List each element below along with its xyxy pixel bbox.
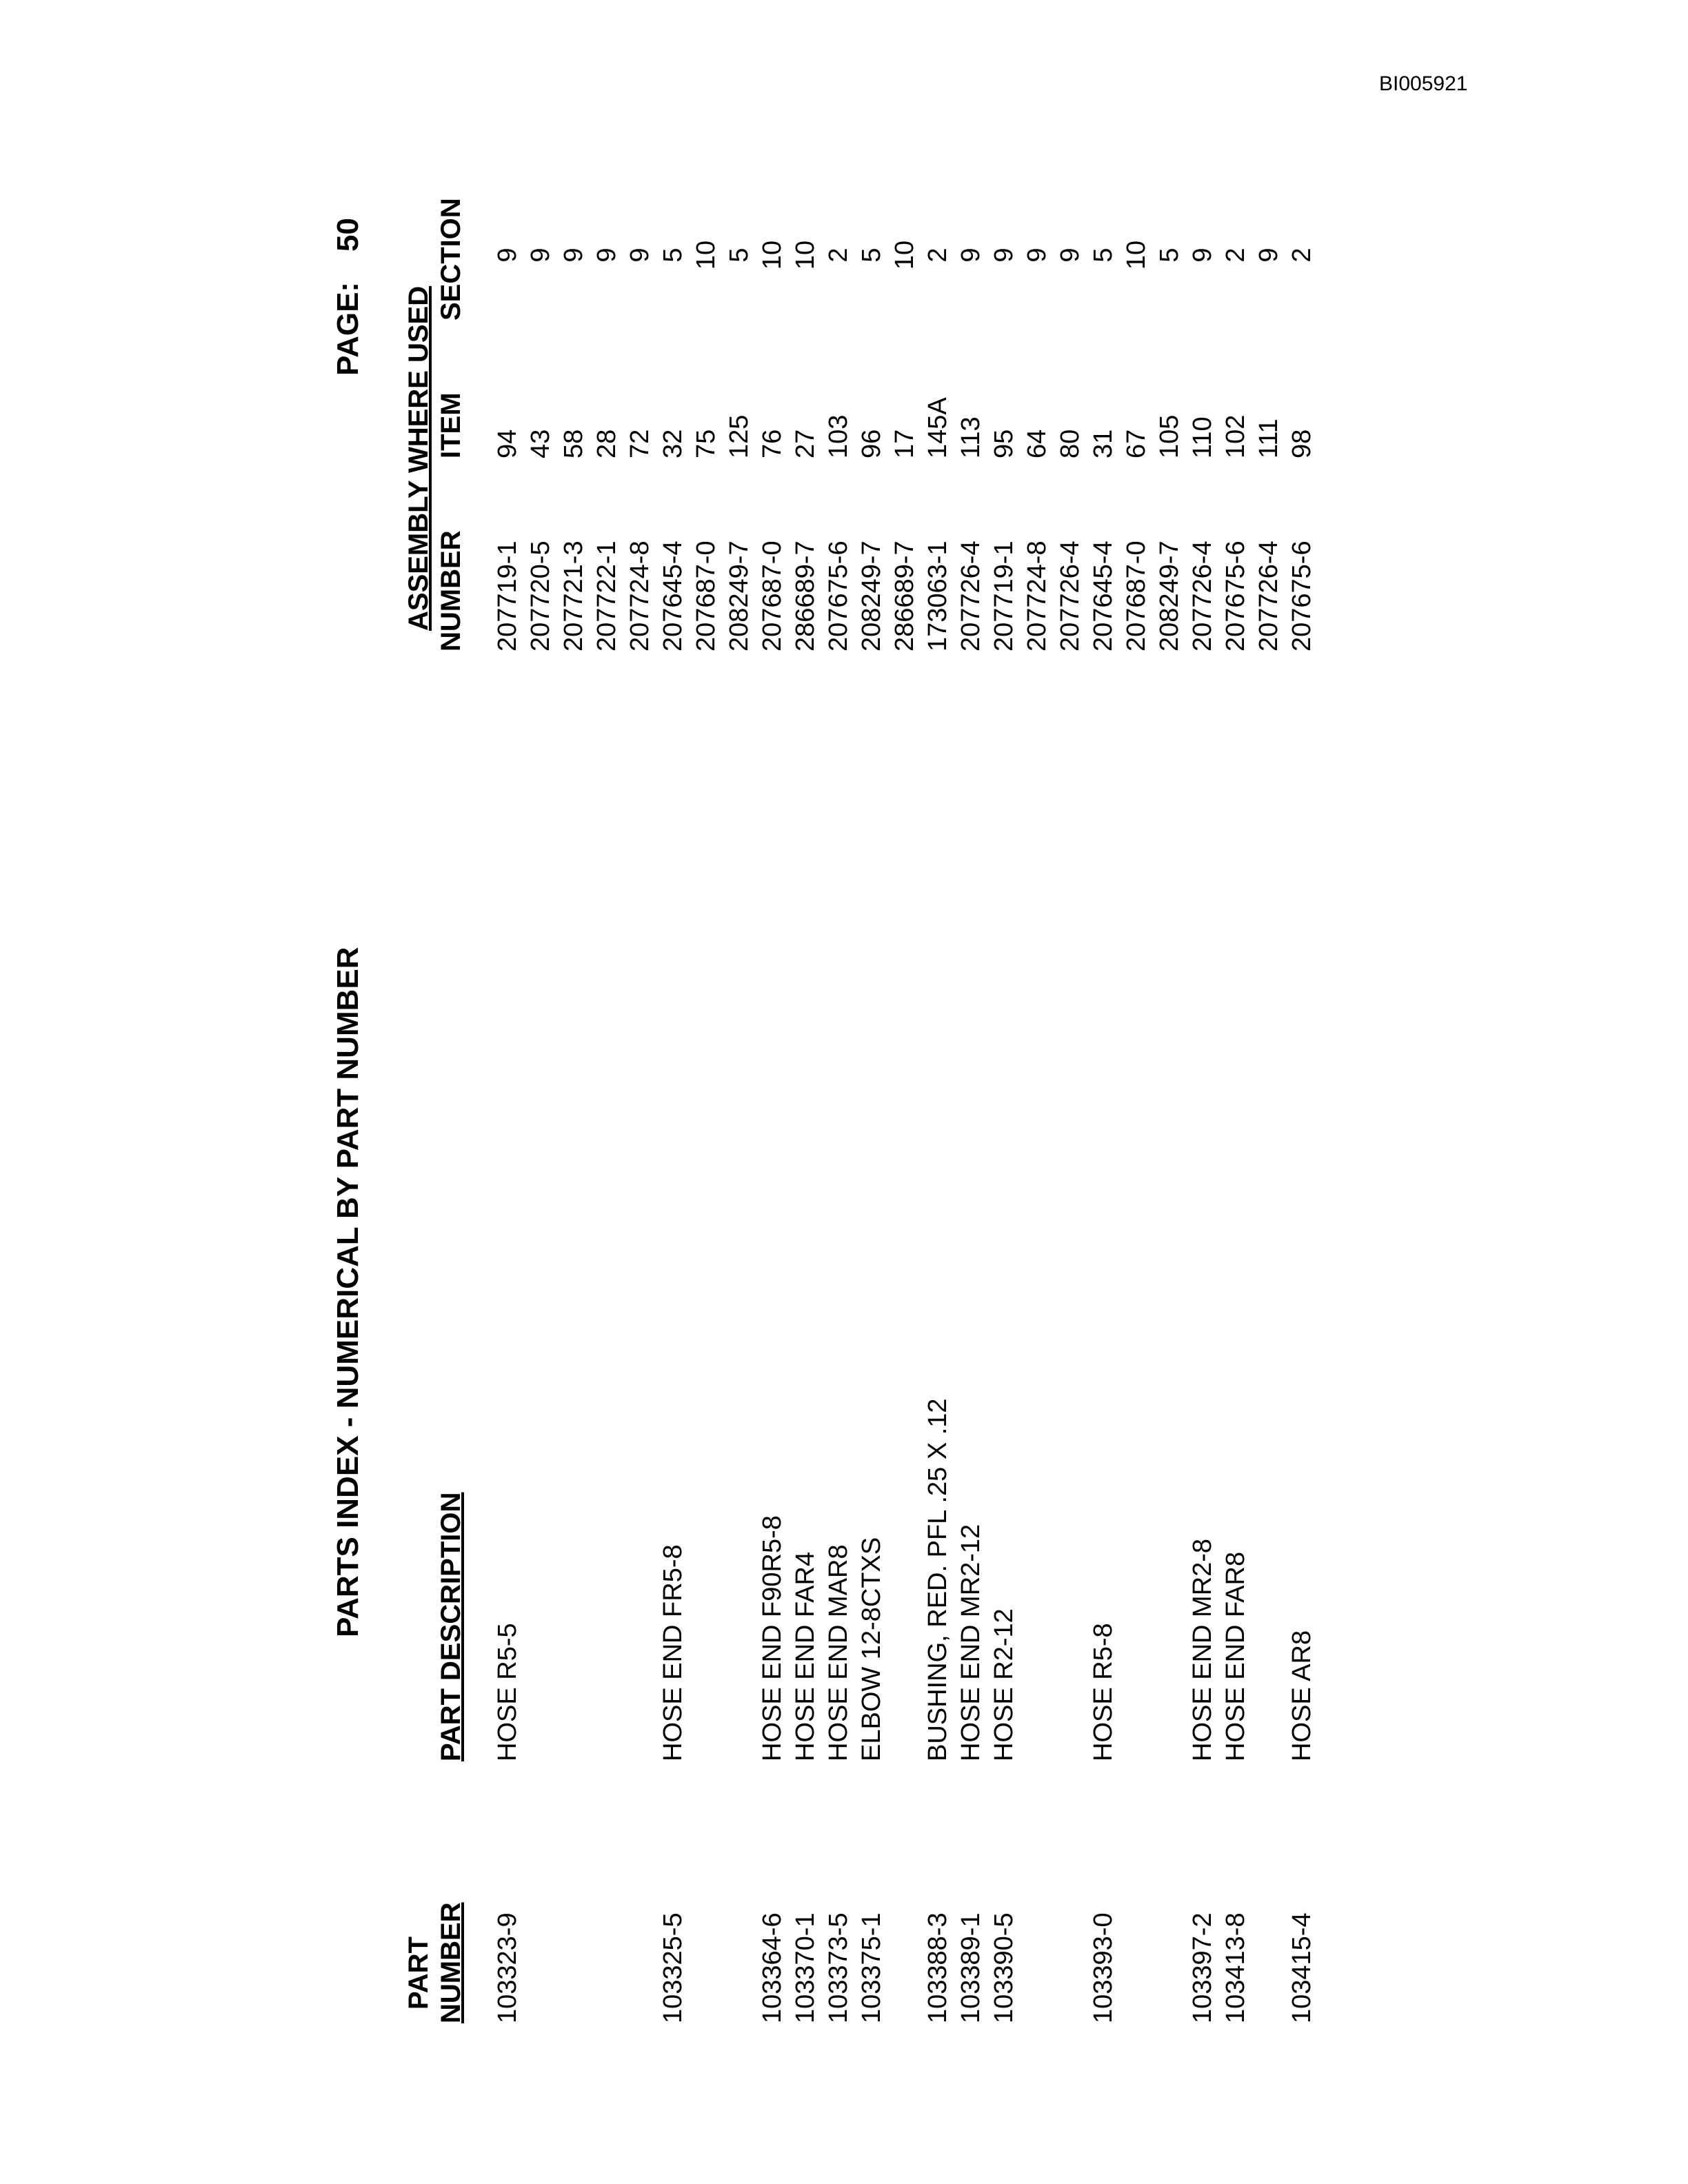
table-row [857, 93, 890, 2023]
item-cell: 98 [1287, 429, 1316, 458]
header-assembly-number: NUMBER [436, 530, 466, 651]
section-cell: 2 [1287, 247, 1316, 263]
header-section: SECTION [436, 198, 466, 321]
part-number-cell: 103388-3 [923, 1912, 952, 2023]
part-description-cell: HOSE R5-8 [1089, 1623, 1118, 1761]
table-row [692, 93, 725, 2023]
item-cell: 111 [1254, 418, 1283, 458]
table-row [824, 93, 857, 2023]
table-row [989, 93, 1023, 2023]
item-cell: 72 [625, 429, 654, 458]
part-description-cell: HOSE END FR5-8 [659, 1544, 687, 1761]
section-cell: 10 [758, 240, 787, 270]
assembly-number-cell: 286689-7 [890, 540, 919, 651]
item-cell: 125 [725, 414, 754, 458]
part-number-cell: 103415-4 [1287, 1912, 1316, 2023]
part-number-cell: 103397-2 [1188, 1912, 1217, 2023]
table-row [592, 93, 625, 2023]
part-number-cell: 103375-1 [857, 1912, 886, 2023]
item-cell: 27 [791, 429, 820, 458]
item-cell: 96 [857, 429, 886, 458]
assembly-number-cell: 207719-1 [989, 540, 1018, 651]
assembly-number-cell: 207726-4 [1056, 540, 1085, 651]
item-cell: 80 [1056, 429, 1085, 458]
part-number-cell: 103364-6 [758, 1912, 787, 2023]
table-row [1122, 93, 1155, 2023]
table-row [725, 93, 758, 2023]
table-row [1023, 93, 1056, 2023]
table-row [1089, 93, 1122, 2023]
parts-table-body [493, 93, 1320, 2023]
table-row [559, 93, 592, 2023]
section-cell: 5 [1089, 247, 1118, 263]
rotated-page [324, 93, 1483, 2023]
table-row [758, 93, 791, 2023]
section-cell: 10 [890, 240, 919, 270]
section-cell: 9 [989, 247, 1018, 263]
part-number-cell: 103323-9 [493, 1912, 522, 2023]
section-cell: 5 [659, 247, 687, 263]
assembly-number-cell: 207645-4 [1089, 540, 1118, 651]
document-id: BI005921 [1379, 72, 1468, 95]
table-row [493, 93, 526, 2023]
section-cell: 10 [1122, 240, 1151, 270]
part-description-cell: HOSE END FAR4 [791, 1551, 820, 1761]
assembly-number-cell: 208249-7 [857, 540, 886, 651]
part-description-cell: BUSHING, RED. PFL .25 X .12 [923, 1398, 952, 1761]
item-cell: 17 [890, 429, 919, 458]
table-row [1287, 93, 1320, 2023]
item-cell: 102 [1221, 414, 1250, 458]
table-row [1221, 93, 1254, 2023]
item-cell: 32 [659, 429, 687, 458]
assembly-number-cell: 208249-7 [1155, 540, 1184, 651]
section-cell: 5 [1155, 247, 1184, 263]
part-description-cell: HOSE R2-12 [989, 1608, 1018, 1761]
section-cell: 9 [1188, 247, 1217, 263]
part-description-cell: HOSE R5-5 [493, 1623, 522, 1761]
item-cell: 64 [1023, 429, 1052, 458]
table-row [659, 93, 692, 2023]
assembly-number-cell: 207726-4 [956, 540, 985, 651]
section-cell: 10 [791, 240, 820, 270]
table-row [791, 93, 824, 2023]
section-cell: 10 [692, 240, 721, 270]
page-number: 50 [331, 218, 365, 252]
assembly-number-cell: 207675-6 [824, 540, 853, 651]
section-cell: 9 [625, 247, 654, 263]
item-cell: 76 [758, 429, 787, 458]
assembly-number-cell: 207724-8 [625, 540, 654, 651]
table-row [1056, 93, 1089, 2023]
item-cell: 95 [989, 429, 1018, 458]
section-cell: 9 [1023, 247, 1052, 263]
item-cell: 75 [692, 429, 721, 458]
part-number-cell: 103370-1 [791, 1912, 820, 2023]
assembly-number-cell: 207687-0 [692, 540, 721, 651]
section-cell: 9 [493, 247, 522, 263]
assembly-number-cell: 208249-7 [725, 540, 754, 651]
part-description-cell: HOSE END MR2-8 [1188, 1538, 1217, 1761]
assembly-number-cell: 207722-1 [592, 540, 621, 651]
part-description-cell: HOSE END FAR8 [1221, 1551, 1250, 1761]
item-cell: 94 [493, 429, 522, 458]
section-cell: 9 [592, 247, 621, 263]
table-row [625, 93, 659, 2023]
assembly-number-cell: 207720-5 [526, 540, 555, 651]
part-description-cell: HOSE END F90R5-8 [758, 1515, 787, 1761]
item-cell: 67 [1122, 429, 1151, 458]
table-row [956, 93, 989, 2023]
assembly-number-cell: 207726-4 [1254, 540, 1283, 651]
assembly-number-cell: 207724-8 [1023, 540, 1052, 651]
assembly-number-cell: 173063-1 [923, 540, 952, 651]
item-cell: 43 [526, 429, 555, 458]
section-cell: 2 [923, 247, 952, 263]
part-description-cell: HOSE END MAR8 [824, 1544, 853, 1761]
table-row [526, 93, 559, 2023]
part-number-cell: 103393-0 [1089, 1912, 1118, 2023]
header-item: ITEM [436, 392, 466, 458]
header-part-description: PART DESCRIPTION [436, 1492, 466, 1761]
item-cell: 105 [1155, 414, 1184, 458]
section-cell: 2 [1221, 247, 1250, 263]
item-cell: 145A [923, 397, 952, 458]
item-cell: 110 [1188, 416, 1217, 458]
assembly-number-cell: 207687-0 [1122, 540, 1151, 651]
header-part: PART [403, 1937, 434, 2010]
section-cell: 2 [824, 247, 853, 263]
assembly-number-cell: 207687-0 [758, 540, 787, 651]
table-row [890, 93, 923, 2023]
part-number-cell: 103413-8 [1221, 1912, 1250, 2023]
part-number-cell: 103373-5 [824, 1912, 853, 2023]
part-number-cell: 103390-5 [989, 1912, 1018, 2023]
assembly-number-cell: 207721-3 [559, 540, 588, 651]
part-description-cell: HOSE END MR2-12 [956, 1524, 985, 1761]
section-cell: 9 [526, 247, 555, 263]
item-cell: 28 [592, 429, 621, 458]
assembly-number-cell: 207719-1 [493, 540, 522, 651]
table-row [923, 93, 956, 2023]
table-row [1155, 93, 1188, 2023]
part-number-cell: 103325-5 [659, 1912, 687, 2023]
page-title: PARTS INDEX - NUMERICAL BY PART NUMBER [331, 947, 365, 1637]
item-cell: 31 [1089, 429, 1118, 458]
part-number-cell: 103389-1 [956, 1912, 985, 2023]
section-cell: 9 [559, 247, 588, 263]
header-assembly-where-used: ASSEMBLY WHERE USED [403, 285, 434, 631]
section-cell: 5 [857, 247, 886, 263]
table-row [1188, 93, 1221, 2023]
table-row [1254, 93, 1287, 2023]
assembly-number-cell: 207645-4 [659, 540, 687, 651]
page-label: PAGE: [331, 281, 365, 376]
header-part-number: NUMBER [436, 1902, 466, 2023]
section-cell: 9 [956, 247, 985, 263]
section-cell: 5 [725, 247, 754, 263]
part-description-cell: HOSE AR8 [1287, 1630, 1316, 1761]
item-cell: 58 [559, 429, 588, 458]
section-cell: 9 [1254, 247, 1283, 263]
assembly-number-cell: 207726-4 [1188, 540, 1217, 651]
section-cell: 9 [1056, 247, 1085, 263]
part-description-cell: ELBOW 12-8CTXS [857, 1537, 886, 1761]
assembly-number-cell: 207675-6 [1221, 540, 1250, 651]
assembly-number-cell: 207675-6 [1287, 540, 1316, 651]
item-cell: 103 [824, 414, 853, 458]
assembly-number-cell: 286689-7 [791, 540, 820, 651]
item-cell: 113 [956, 416, 985, 458]
